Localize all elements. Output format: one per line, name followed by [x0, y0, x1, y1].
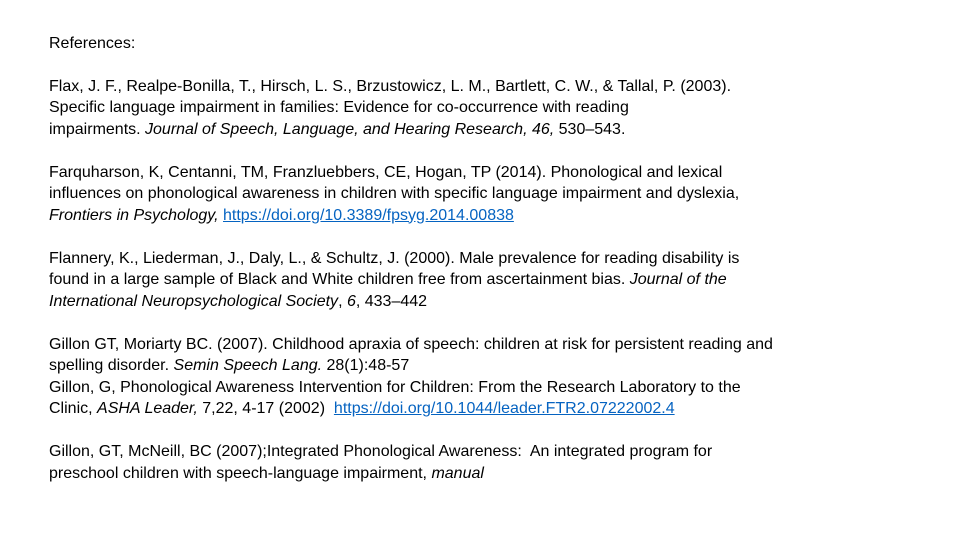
reference-farquharson: [49, 162, 909, 227]
volume-number: 6: [346, 292, 356, 310]
reference-text: 7,22, 4-17 (2002): [197, 400, 334, 417]
reference-line: Flannery, K., Liederman, J., Daly, L., & Schultz, J. (2000). Male prevalence for reading disability is: [49, 249, 740, 267]
reference-line: [49, 355, 909, 377]
reference-line: Gillon, GT, McNeill, BC (2007);Integrated Phonological Awareness: An integrated program for: [49, 443, 713, 460]
journal-title: International Neuropsychological Society: [49, 292, 339, 310]
reference-gillon-mcneill: [49, 441, 909, 484]
reference-line: Farquharson, K, Centanni, TM, Franzluebbers, CE, Hogan, TP (2014). Phonological and lexical: [49, 163, 723, 181]
doi-link[interactable]: https://doi.org/10.1044/leader.FTR2.07222002.4: [333, 400, 675, 417]
reference-line: [49, 463, 909, 485]
reference-text: 530–543.: [554, 120, 626, 138]
journal-title: Journal of Speech, Language, and Hearing Research, 46,: [145, 120, 555, 138]
reference-gillon-2002: [49, 377, 909, 420]
doi-link[interactable]: https://doi.org/10.3389/fpsyg.2014.00838: [223, 206, 514, 224]
reference-line: Flax, J. F., Realpe-Bonilla, T., Hirsch, L. S., Brzustowicz, L. M., Bartlett, C. W., & Tallal, P. (2003).: [49, 77, 732, 95]
references-body: [49, 33, 909, 506]
reference-line: Gillon GT, Moriarty BC. (2007). Childhood apraxia of speech: children at risk for persistent reading and: [49, 335, 773, 353]
reference-text: ,: [338, 292, 347, 310]
reference-flannery: [49, 248, 909, 313]
journal-title: Semin Speech Lang.: [173, 357, 323, 374]
journal-title: Frontiers in Psychology,: [49, 206, 219, 224]
reference-line: [49, 398, 909, 420]
reference-line: [49, 119, 909, 141]
reference-text: found in a large sample of Black and White children free from ascertainment bias.: [49, 271, 630, 288]
reference-text: impairments.: [49, 120, 146, 138]
journal-title: ASHA Leader,: [97, 400, 198, 417]
reference-text: spelling disorder.: [49, 357, 174, 374]
publication-type: manual: [431, 464, 484, 482]
reference-gillon-moriarty: [49, 334, 909, 377]
reference-text: Clinic,: [49, 400, 98, 417]
reference-line: [49, 291, 909, 313]
reference-line: [49, 269, 909, 291]
reference-text: , 433–442: [355, 292, 428, 310]
reference-line: Gillon, G, Phonological Awareness Intervention for Children: From the Research Laboratory to the: [49, 378, 741, 396]
reference-text: 28(1):48-57: [322, 357, 410, 374]
reference-line: Specific language impairment in families: Evidence for co-occurrence with reading: [49, 99, 629, 116]
reference-line: influences on phonological awareness in children with specific language impairment and dyslexia,: [49, 185, 740, 202]
journal-title: Journal of the: [629, 271, 727, 288]
reference-line: [49, 205, 909, 227]
reference-text: preschool children with speech-language impairment,: [49, 464, 432, 482]
reference-flax: [49, 76, 909, 141]
references-heading: References:: [49, 35, 136, 52]
